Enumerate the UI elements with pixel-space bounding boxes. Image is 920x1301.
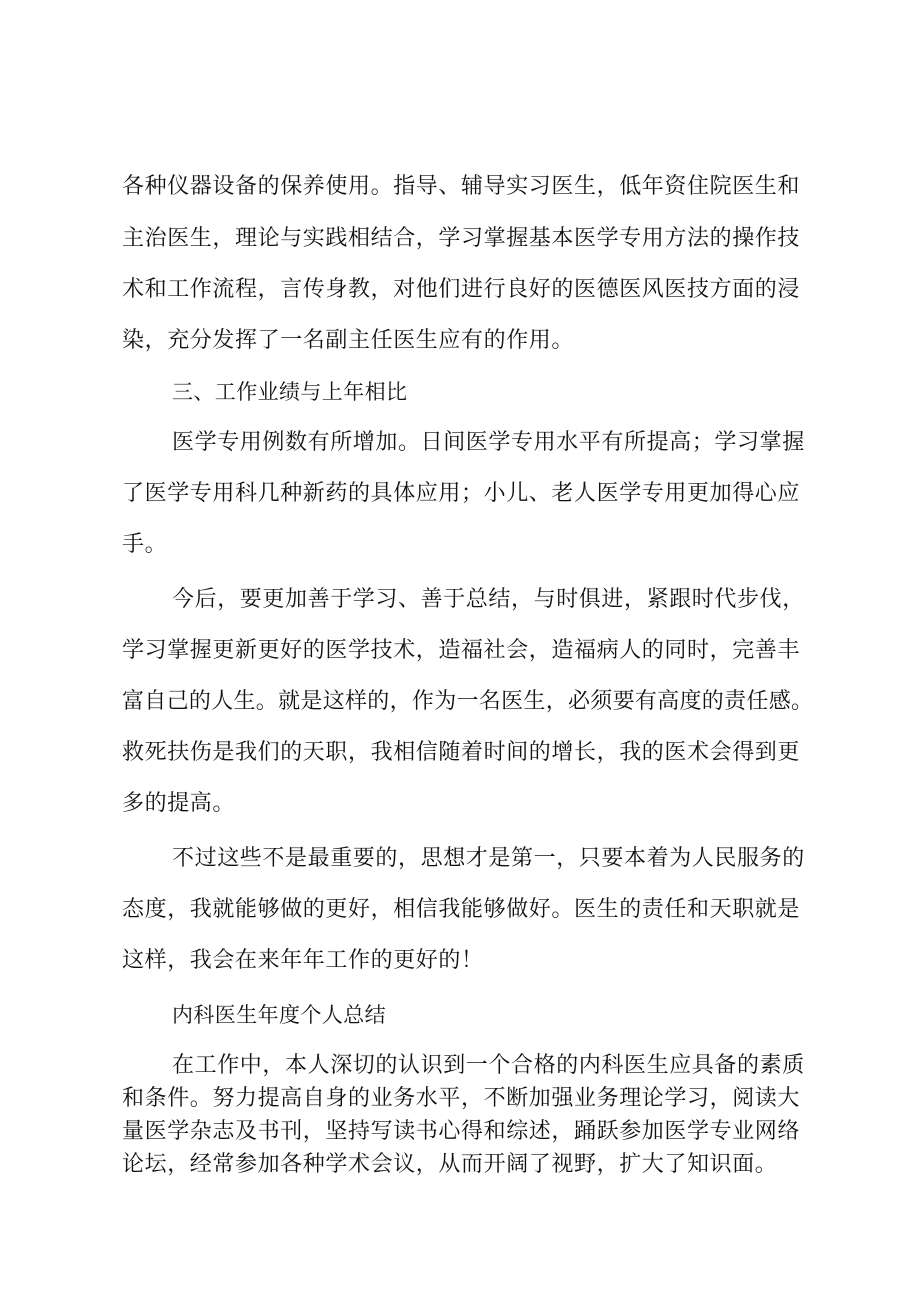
section-heading: 三、工作业绩与上年相比 [172,380,408,404]
paragraph-line: 这样，我会在来年年工作的更好的！ [122,948,484,973]
paragraph-line: 量医学杂志及书刊，坚持写读书心得和综述，踊跃参加医学专业网络 [122,1119,801,1144]
paragraph-line: 论坛，经常参加各种学术会议，从而开阔了视野，扩大了知识面。 [122,1152,778,1177]
paragraph-line: 态度，我就能够做的更好，相信我能够做好。医生的责任和天职就是 [122,897,801,922]
paragraph-line: 在工作中，本人深切的认识到一个合格的内科医生应具备的素质 [172,1053,805,1078]
paragraph-line: 医学专用例数有所增加。日间医学专用水平有所提高；学习掌握 [172,430,805,455]
paragraph-line: 今后，要更加善于学习、善于总结，与时俱进，紧跟时代步伐， [172,587,805,612]
paragraph-line: 救死扶伤是我们的天职，我相信随着时间的增长，我的医术会得到更 [122,740,801,765]
paragraph-line: 和条件。努力提高自身的业务水平，不断加强业务理论学习，阅读大 [122,1086,801,1111]
paragraph-line: 主治医生，理论与实践相结合，学习掌握基本医学专用方法的操作技 [122,226,801,251]
section-heading: 内科医生年度个人总结 [172,1003,386,1027]
paragraph-line: 各种仪器设备的保养使用。指导、辅导实习医生，低年资住院医生和 [122,174,801,199]
paragraph-line: 术和工作流程，言传身教，对他们进行良好的医德医风医技方面的浸 [122,277,801,302]
paragraph-line: 手。 [122,532,168,557]
paragraph-line: 不过这些不是最重要的，思想才是第一，只要本着为人民服务的 [172,846,805,871]
paragraph-line: 了医学专用科几种新药的具体应用；小儿、老人医学专用更加得心应 [122,481,801,506]
paragraph-line: 染，充分发挥了一名副主任医生应有的作用。 [122,328,575,353]
paragraph-line: 多的提高。 [122,791,236,816]
paragraph-line: 学习掌握更新更好的医学技术，造福社会，造福病人的同时，完善丰 [122,638,801,663]
paragraph-line: 富自己的人生。就是这样的，作为一名医生，必须要有高度的责任感。 [122,689,814,714]
